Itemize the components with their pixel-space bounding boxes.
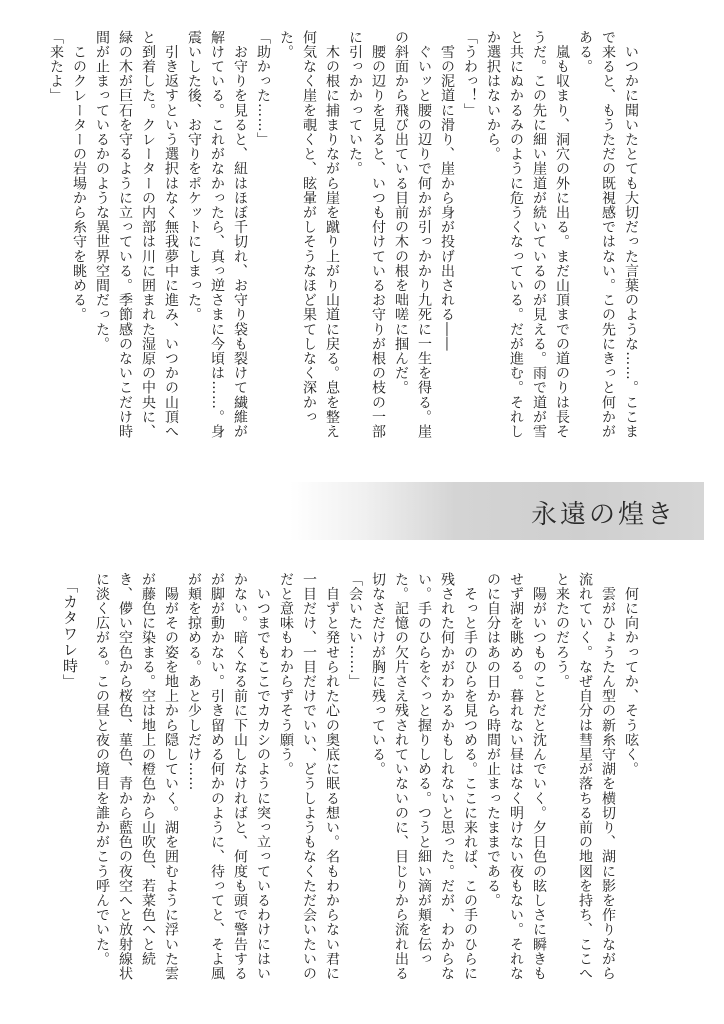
lower-text-column-block <box>94 572 642 994</box>
paragraph: 腰の辺りを見ると、いつも付けているお守りが根の枝の一部に引っかかっていた。 <box>347 30 386 439</box>
dialogue-line: 「うわっ！」 <box>462 30 478 118</box>
upper-text-column-block <box>48 30 642 452</box>
paragraph: 木の根に捕まりながら崖を蹴り上がり山道に戻る。息を整え何気なく崖を覗くと、眩暈がしそうなほど果てしなく深かった。 <box>278 30 340 439</box>
chapter-label: 「カタワレ時」 <box>61 578 79 690</box>
title-band <box>290 482 704 540</box>
paragraph: お守りを見ると、紐はほぼ千切れ、お守り袋も裂けて繊維が解けている。これがなかったら、真っ逆さまに今頃は……。身震いした後、お守りをポケットにしまった。 <box>186 30 248 439</box>
paragraph: 陽がいつものことだと沈んでいく。夕日色の眩しさに瞬きもせず湖を眺める。暮れない昼はなく明けない夜もない。それなのに自分はあの日から時間が止まったままである。 <box>485 572 547 981</box>
paragraph: 何に向かってか、そう呟く。 <box>623 572 639 777</box>
paragraph: 引き返すという選択はなく無我夢中に進み、いつかの山頂へと到着した。クレーターの内部は川に囲まれた湿原の中央に、緑の木が巨石を守るように立っている。季節感のないこだけ時間が止まっているかのような異世界空間だった。 <box>94 30 179 439</box>
page-title: 永遠の煌き <box>530 500 676 530</box>
paragraph: 自ずと発せられた心の奥底に眠る想い。名もわからない君に一目だけ、一目だけでいい、どうしようもなくただ会いたいのだと意味もわからずそう願う。 <box>278 572 340 981</box>
paragraph: 陽がその姿を地上から隠していく。湖を囲むように浮いた雲が藤色に染まる。空は地上の橙色から山吹色、若菜色へと続き、儚い空色から桜色、菫色、青から藍色の夜空へと放射線状に淡く広がる。この昼と夜の境目を誰かがこう呼んでいた。 <box>94 572 179 981</box>
paragraph: いつまでもここでカカシのように突っ立っているわけにはいかない。暗くなる前に下山しなければと、何度も頭で警告するが脚が動かない。引き留める何かのように、待ってと、そよ風が頬を掠める。あと少しだけ…… <box>186 572 271 981</box>
paragraph: 雲がひょうたん型の新糸守湖を横切り、湖に影を作りながら流れていく。なぜ自分は彗星が落ちる前の地図を持ち、ここへと来たのだろう。 <box>554 572 616 981</box>
dialogue-line: 「来たよ」 <box>48 30 64 103</box>
paragraph: このクレーターの岩場から糸守を眺める。 <box>71 30 87 322</box>
paragraph: 雪の泥道に滑り、崖から身が投げ出される―― <box>439 30 455 352</box>
paragraph: 嵐も収まり、洞穴の外に出る。まだ山頂までの道のりは長そうだ。この先に細い崖道が続いているのが見える。雨で道が雪と共にぬかるみのように危うくなっている。だが進む。それしか選択はないから。 <box>485 30 570 439</box>
paragraph: いつかに聞いたとても大切だった言葉のような……。ここまで来ると、もうただの既視感ではない。この先にきっと何かがある。 <box>577 30 639 439</box>
dialogue-line: 「会いたい……」 <box>347 572 363 689</box>
dialogue-line: 「助かった……」 <box>255 30 271 147</box>
paragraph: ぐいッと腰の辺りで何かが引っかかり九死に一生を得る。崖の斜面から飛び出ている目前の木の根を咄嗟に掴んだ。 <box>393 30 432 439</box>
paragraph: そっと手のひらを見つめる。ここに来れば、この手のひらに残された何かがわかるかもしれないと思った。だが、わからない。手のひらをぐっと握りしめる。つうと細い滴が頬を伝った。記憶の欠片さえ残されていないのに、目じりから流れ出る切なさだけが胸に残っている。 <box>370 572 478 981</box>
